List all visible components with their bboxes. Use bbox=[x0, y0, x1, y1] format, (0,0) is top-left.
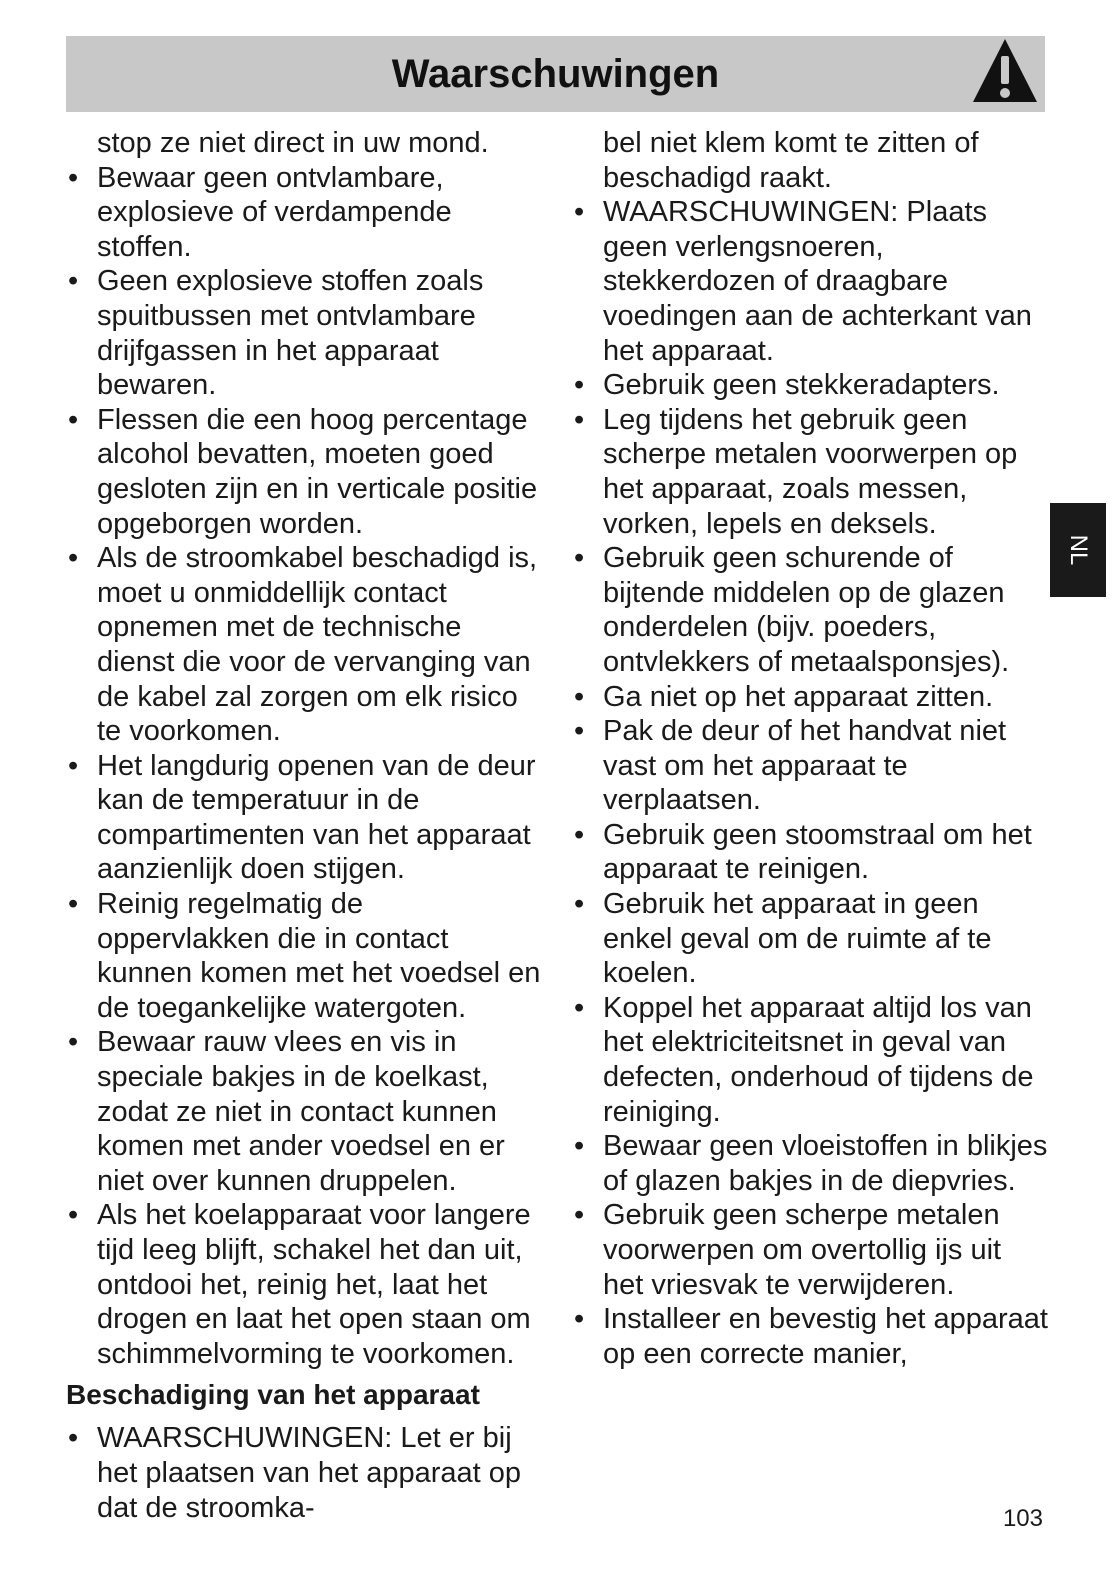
list-item: • Bewaar rauw vlees en vis in speciale bakjes in de koelkast, zodat ze niet in contact kunnen komen met ander voedsel en er niet over kunnen druppelen. bbox=[66, 1025, 542, 1198]
list-item: • Pak de deur of het handvat niet vast om het apparaat te verplaatsen. bbox=[572, 714, 1048, 818]
list-item: • Geen explosieve stoffen zoals spuitbussen met ontvlambare drijfgassen in het apparaat bewaren. bbox=[66, 264, 542, 402]
language-tab bbox=[1050, 503, 1106, 597]
list-item: • Als de stroomkabel beschadigd is, moet u onmiddellijk contact opnemen met de technische dienst die voor de vervanging van de kabel zal zorgen om elk risico te voorkomen. bbox=[66, 541, 542, 749]
list-item: • Ga niet op het apparaat zitten. bbox=[572, 680, 1048, 715]
list-item: • Gebruik geen schurende of bijtende middelen op de glazen onderdelen (bijv. poeders, ontvlekkers of metaalsponsjes). bbox=[572, 541, 1048, 679]
list-item: • Bewaar geen ontvlambare, explosieve of verdampende stoffen. bbox=[66, 161, 542, 265]
right-column bbox=[572, 126, 1048, 1371]
list-item: • Koppel het apparaat altijd los van het elektriciteitsnet in geval van defecten, onderhoud of tijdens de reiniging. bbox=[572, 991, 1048, 1129]
section-heading: Beschadiging van het apparaat bbox=[66, 1379, 480, 1411]
list-item: bel niet klem komt te zitten of beschadigd raakt. bbox=[603, 127, 979, 194]
list-item: • WAARSCHUWINGEN: Plaats geen verlengsnoeren, stekkerdozen of draagbare voedingen aan de achterkant van het apparaat. bbox=[572, 195, 1048, 368]
list-item: • Gebruik het apparaat in geen enkel geval om de ruimte af te koelen. bbox=[572, 887, 1048, 991]
list-item: • Het langdurig openen van de deur kan de temperatuur in de compartimenten van het apparaat aanzienlijk doen stijgen. bbox=[66, 749, 542, 887]
list-item: • Leg tijdens het gebruik geen scherpe metalen voorwerpen op het apparaat, zoals messen, vorken, lepels en deksels. bbox=[572, 403, 1048, 541]
list-item: • Gebruik geen scherpe metalen voorwerpen om overtollig ijs uit het vriesvak te verwijderen. bbox=[572, 1198, 1048, 1302]
page-title: Waarschuwingen bbox=[391, 52, 720, 96]
list-item: • Reinig regelmatig de oppervlakken die in contact kunnen komen met het voedsel en de toegankelijke watergoten. bbox=[66, 887, 542, 1025]
list-item: • Bewaar geen vloeistoffen in blikjes of glazen bakjes in de diepvries. bbox=[572, 1129, 1048, 1198]
list-item: • WAARSCHUWINGEN: Let er bij het plaatsen van het apparaat op dat de stroomka- bbox=[66, 1421, 542, 1525]
list-item: • Installeer en bevestig het apparaat op een correcte manier, bbox=[572, 1302, 1048, 1371]
list-item: • Gebruik geen stekkeradapters. bbox=[572, 368, 1048, 403]
language-label: NL bbox=[1065, 534, 1092, 566]
list-item: • Flessen die een hoog percentage alcohol bevatten, moeten goed gesloten zijn en in verticale positie opgeborgen worden. bbox=[66, 403, 542, 541]
list-item: • Als het koelapparaat voor langere tijd leeg blijft, schakel het dan uit, ontdooi het, reinig het, laat het drogen en laat het open staan om schimmelvorming te voorkomen. bbox=[66, 1198, 542, 1371]
left-column bbox=[66, 126, 542, 1525]
page-header bbox=[66, 36, 1045, 112]
page-number: 103 bbox=[1002, 1505, 1043, 1532]
warning-triangle-icon bbox=[970, 36, 1040, 104]
list-item: • Gebruik geen stoomstraal om het apparaat te reinigen. bbox=[572, 818, 1048, 887]
list-item: stop ze niet direct in uw mond. bbox=[97, 127, 489, 159]
